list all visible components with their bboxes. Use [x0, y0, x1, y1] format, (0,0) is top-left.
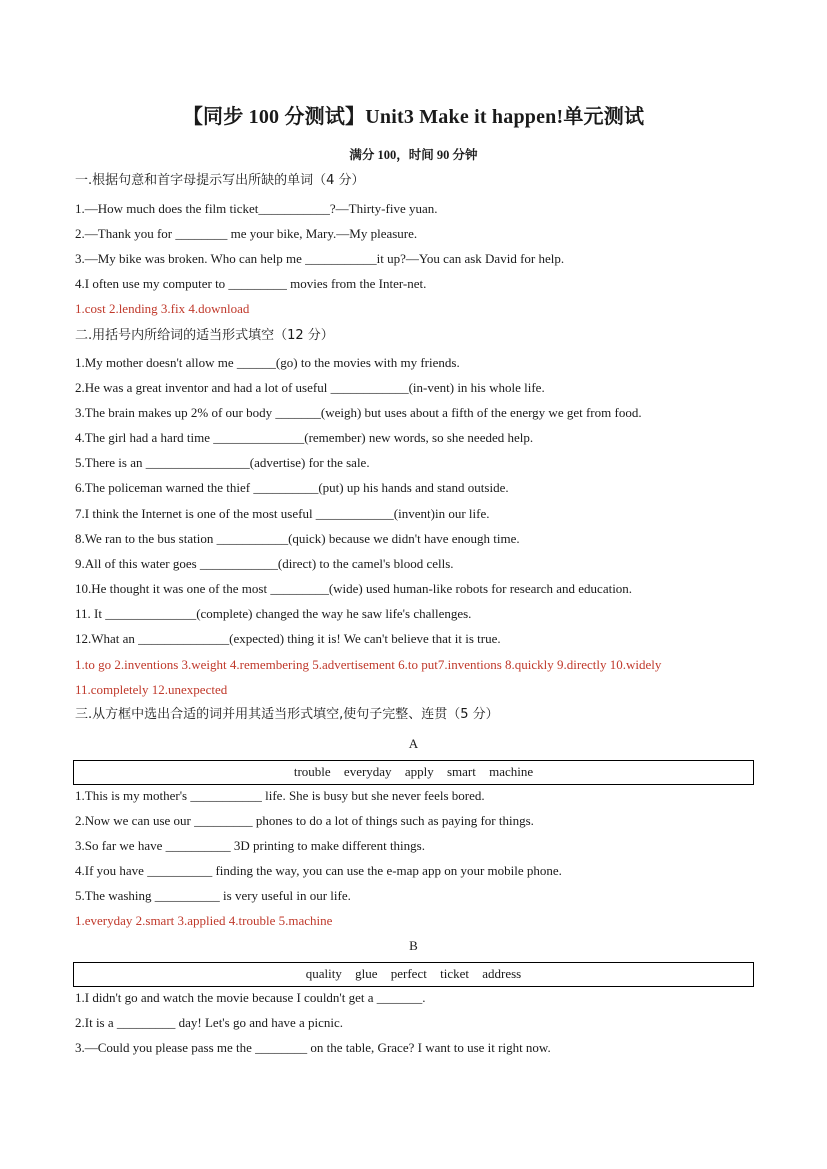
question-line: 2.Now we can use our _________ phones to do a lot of things such as paying for things. [75, 813, 534, 828]
answer-key: 1.to go 2.inventions 3.weight 4.remembering 5.advertisement 6.to put7.inventions 8.quickly 9.directly 10.widely [75, 657, 662, 672]
question-line: 8.We ran to the bus station ___________(quick) because we didn't have enough time. [75, 531, 520, 546]
section2-heading: 二.用括号内所给词的适当形式填空（12 分） [75, 328, 334, 343]
question-line: 9.All of this water goes ____________(direct) to the camel's blood cells. [75, 556, 454, 571]
question-line: 11. It ______________(complete) changed the way he saw life's challenges. [75, 606, 472, 621]
question-line: 4.The girl had a hard time ______________(remember) new words, so she needed help. [75, 430, 534, 445]
question-line: 2.He was a great inventor and had a lot of useful ____________(in-vent) in his whole life. [75, 380, 545, 395]
question-line: 1.I didn't go and watch the movie because I couldn't get a _______. [75, 990, 426, 1005]
section1-heading: 一.根据句意和首字母提示写出所缺的单词（4 分） [75, 173, 365, 188]
question-line: 1.—How much does the film ticket___________?—Thirty-five yuan. [75, 201, 438, 216]
question-line: 12.What an ______________(expected) thing it is! We can't believe that it is true. [75, 631, 501, 646]
question-line: 5.There is an ________________(advertise) for the sale. [75, 455, 370, 470]
answer-key: 1.cost 2.lending 3.fix 4.download [75, 301, 250, 316]
question-line: 7.I think the Internet is one of the most useful ____________(invent)in our life. [75, 506, 490, 521]
word-bank-item: ticket [440, 966, 469, 981]
page-title: 【同步 100 分测试】Unit3 Make it happen!单元测试 [182, 106, 645, 128]
word-bank-b [73, 962, 754, 987]
word-bank-item: address [482, 966, 522, 981]
question-line: 2.—Thank you for ________ me your bike, Mary.—My pleasure. [75, 226, 418, 241]
question-line: 3.So far we have __________ 3D printing to make different things. [75, 838, 425, 853]
question-line: 4.If you have __________ finding the way, you can use the e-map app on your mobile phone. [75, 863, 562, 878]
question-line: 6.The policeman warned the thief __________(put) up his hands and stand outside. [75, 480, 509, 495]
part-a-label: A [408, 736, 419, 751]
question-line: 1.My mother doesn't allow me ______(go) to the movies with my friends. [75, 355, 460, 370]
answer-key: 11.completely 12.unexpected [75, 682, 228, 697]
page-subtitle: 满分 100，时间 90 分钟 [349, 148, 478, 162]
word-bank-item: glue [355, 966, 378, 981]
question-line: 3.—Could you please pass me the ________ on the table, Grace? I want to use it right now. [75, 1040, 551, 1055]
question-line: 1.This is my mother's ___________ life. She is busy but she never feels bored. [75, 788, 485, 803]
word-bank-item: perfect [390, 966, 427, 981]
word-bank-item: apply [404, 764, 434, 779]
word-bank-item: everyday [343, 764, 392, 779]
word-bank-item: quality [305, 966, 342, 981]
question-line: 4.I often use my computer to _________ movies from the Inter-net. [75, 276, 427, 291]
question-line: 2.It is a _________ day! Let's go and have a picnic. [75, 1015, 344, 1030]
word-bank-item: trouble [293, 764, 331, 779]
section3-heading: 三.从方框中选出合适的词并用其适当形式填空,使句子完整、连贯（5 分） [75, 707, 499, 722]
word-bank-a [73, 760, 754, 785]
word-bank-item: machine [489, 764, 534, 779]
answer-key: 1.everyday 2.smart 3.applied 4.trouble 5.machine [75, 913, 333, 928]
question-line: 5.The washing __________ is very useful in our life. [75, 888, 351, 903]
part-b-label: B [409, 938, 418, 953]
question-line: 3.The brain makes up 2% of our body _______(weigh) but uses about a fifth of the energy we get from food. [75, 405, 642, 420]
question-line: 3.—My bike was broken. Who can help me ___________it up?—You can ask David for help. [75, 251, 565, 266]
question-line: 10.He thought it was one of the most _________(wide) used human-like robots for research and education. [75, 581, 633, 596]
word-bank-item: smart [446, 764, 476, 779]
